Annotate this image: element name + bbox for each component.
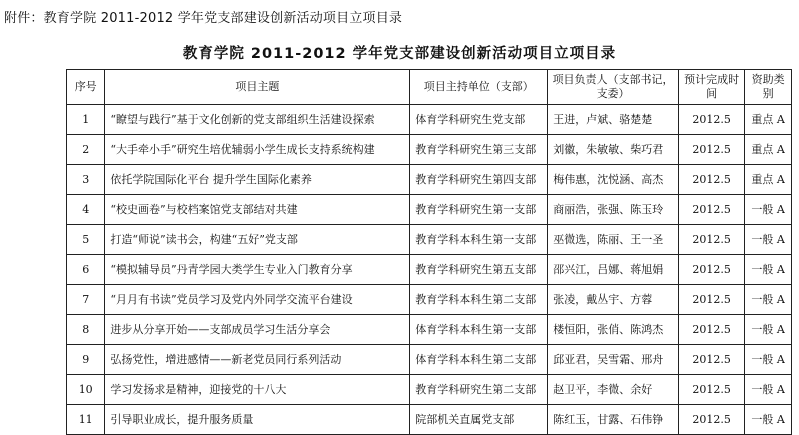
cell-leader: 邱亚君，吴雪霜、邢舟 xyxy=(548,345,679,375)
cell-no: 10 xyxy=(67,375,105,405)
cell-unit: 体育学科研究生党支部 xyxy=(410,105,548,135)
cell-funding: 一般 A xyxy=(745,285,792,315)
cell-unit: 体育学科本科生第二支部 xyxy=(410,345,548,375)
cell-date: 2012.5 xyxy=(678,375,744,405)
table-row xyxy=(67,195,792,225)
cell-unit: 教育学科研究生第一支部 xyxy=(410,195,548,225)
cell-funding: 一般 A xyxy=(745,315,792,345)
cell-no: 5 xyxy=(67,225,105,255)
cell-theme: “模拟辅导员”丹青学园大类学生专业入门教育分享 xyxy=(105,255,410,285)
cell-leader: 商丽浩，张强、陈玉玲 xyxy=(548,195,679,225)
cell-date: 2012.5 xyxy=(678,285,744,315)
cell-unit: 教育学科研究生第三支部 xyxy=(410,135,548,165)
cell-no: 11 xyxy=(67,405,105,435)
cell-no: 3 xyxy=(67,165,105,195)
table-row xyxy=(67,225,792,255)
cell-leader: 刘徽，朱敏敏、柴巧君 xyxy=(548,135,679,165)
cell-date: 2012.5 xyxy=(678,255,744,285)
cell-theme: “大手牵小手”研究生培优辅弱小学生成长支持系统构建 xyxy=(105,135,410,165)
cell-theme: 弘扬党性，增进感情——新老党员同行系列活动 xyxy=(105,345,410,375)
header-funding: 资助类别 xyxy=(745,70,792,105)
cell-no: 6 xyxy=(67,255,105,285)
cell-date: 2012.5 xyxy=(678,315,744,345)
cell-no: 2 xyxy=(67,135,105,165)
cell-date: 2012.5 xyxy=(678,105,744,135)
cell-unit: 院部机关直属党支部 xyxy=(410,405,548,435)
cell-no: 8 xyxy=(67,315,105,345)
cell-theme: 打造“师说”读书会，构建“五好”党支部 xyxy=(105,225,410,255)
cell-date: 2012.5 xyxy=(678,225,744,255)
cell-no: 4 xyxy=(67,195,105,225)
cell-date: 2012.5 xyxy=(678,195,744,225)
cell-theme: 学习发扬求是精神，迎接党的十八大 xyxy=(105,375,410,405)
cell-unit: 体育学科本科生第一支部 xyxy=(410,315,548,345)
cell-funding: 重点 A xyxy=(745,165,792,195)
cell-leader: 巫微选，陈丽、王一圣 xyxy=(548,225,679,255)
cell-unit: 教育学科研究生第五支部 xyxy=(410,255,548,285)
cell-leader: 陈红玉，甘露、石伟铮 xyxy=(548,405,679,435)
table-row xyxy=(67,255,792,285)
cell-no: 7 xyxy=(67,285,105,315)
cell-unit: 教育学科本科生第一支部 xyxy=(410,225,548,255)
header-leader: 项目负责人（支部书记，支委） xyxy=(548,70,679,105)
cell-date: 2012.5 xyxy=(678,405,744,435)
cell-leader: 赵卫平，李微、余好 xyxy=(548,375,679,405)
cell-leader: 邵兴江，吕娜、蒋旭娟 xyxy=(548,255,679,285)
cell-unit: 教育学科研究生第二支部 xyxy=(410,375,548,405)
cell-unit: 教育学科研究生第四支部 xyxy=(410,165,548,195)
project-table xyxy=(66,69,792,435)
cell-funding: 一般 A xyxy=(745,255,792,285)
table-row xyxy=(67,165,792,195)
cell-theme: 进步从分享开始——支部成员学习生活分享会 xyxy=(105,315,410,345)
cell-theme: “月月有书读”党员学习及党内外同学交流平台建设 xyxy=(105,285,410,315)
cell-funding: 重点 A xyxy=(745,135,792,165)
cell-theme: “瞭望与践行”基于文化创新的党支部组织生活建设探索 xyxy=(105,105,410,135)
cell-unit: 教育学科本科生第二支部 xyxy=(410,285,548,315)
cell-theme: 依托学院国际化平台 提升学生国际化素养 xyxy=(105,165,410,195)
cell-theme: 引导职业成长，提升服务质量 xyxy=(105,405,410,435)
cell-funding: 一般 A xyxy=(745,225,792,255)
attachment-line: 附件：教育学院 2011-2012 学年党支部建设创新活动项目立项目录 xyxy=(4,11,403,26)
table-row xyxy=(67,135,792,165)
cell-date: 2012.5 xyxy=(678,135,744,165)
cell-date: 2012.5 xyxy=(678,345,744,375)
cell-funding: 一般 A xyxy=(745,375,792,405)
cell-leader: 梅伟惠，沈悦涵、高杰 xyxy=(548,165,679,195)
cell-leader: 王进，卢斌、骆楚楚 xyxy=(548,105,679,135)
table-row xyxy=(67,345,792,375)
cell-funding: 一般 A xyxy=(745,345,792,375)
cell-funding: 一般 A xyxy=(745,405,792,435)
header-unit: 项目主持单位（支部） xyxy=(410,70,548,105)
cell-leader: 楼恒阳，张俏、陈鸿杰 xyxy=(548,315,679,345)
cell-leader: 张凌，戴丛宇、方蓉 xyxy=(548,285,679,315)
table-row xyxy=(67,285,792,315)
cell-theme: “校史画卷”与校档案馆党支部结对共建 xyxy=(105,195,410,225)
cell-funding: 重点 A xyxy=(745,105,792,135)
table-row xyxy=(67,315,792,345)
table-row xyxy=(67,375,792,405)
header-no: 序号 xyxy=(67,70,105,105)
header-theme: 项目主题 xyxy=(105,70,410,105)
cell-date: 2012.5 xyxy=(678,165,744,195)
table-row xyxy=(67,405,792,435)
header-date: 预计完成时间 xyxy=(678,70,744,105)
cell-no: 1 xyxy=(67,105,105,135)
table-title: 教育学院 2011-2012 学年党支部建设创新活动项目立项目录 xyxy=(182,46,617,62)
cell-no: 9 xyxy=(67,345,105,375)
table-row xyxy=(67,105,792,135)
header-row xyxy=(67,70,792,105)
cell-funding: 一般 A xyxy=(745,195,792,225)
